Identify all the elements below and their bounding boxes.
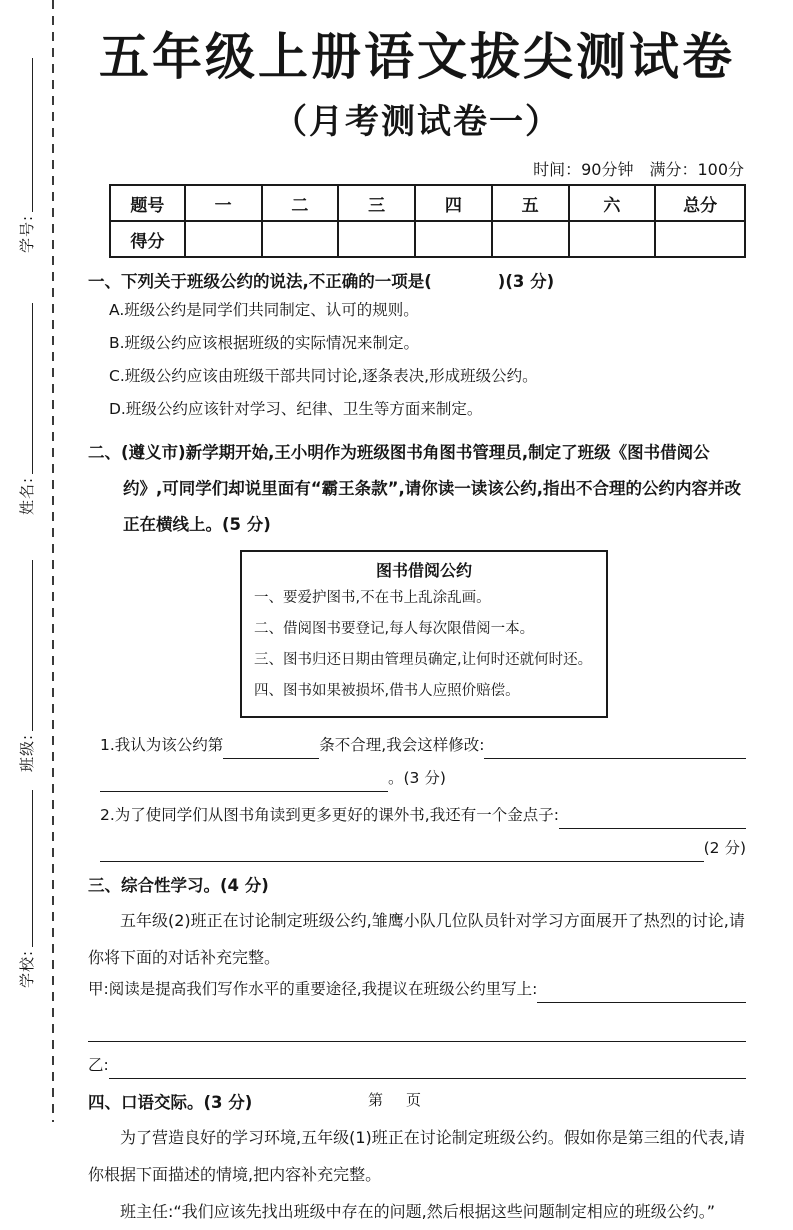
sub2-blank-answer[interactable] xyxy=(559,808,746,829)
paper-content xyxy=(88,26,746,1230)
page-number-footer: 第 页 xyxy=(367,1091,425,1109)
question-2-sub1-line1 xyxy=(100,732,746,759)
margin-field-class xyxy=(15,560,37,772)
question-4-paragraph: 为了营造良好的学习环境,五年级(1)班正在讨论制定班级公约。假如你是第三组的代表,请你根据下面描述的情境,把内容补充完整。 xyxy=(88,1128,745,1184)
question-3-paragraph: 五年级(2)班正在讨论制定班级公约,雏鹰小队几位队员针对学习方面展开了热烈的讨论,请你将下面的对话补充完整。 xyxy=(88,911,745,967)
pact-title: 图书借阅公约 xyxy=(375,561,472,580)
score-cell[interactable] xyxy=(492,221,569,257)
score-header-cell: 二 xyxy=(262,185,339,221)
question-1-option-c: C.班级公约应该由班级干部共同讨论,逐条表决,形成班级公约。 xyxy=(109,367,538,385)
question-3-jia-line xyxy=(88,976,746,1003)
page-title: 五年级上册语文拔尖测试卷 xyxy=(99,28,735,86)
page-subtitle: （月考测试卷一） xyxy=(273,102,561,142)
question-2-sub2-line2 xyxy=(100,835,746,862)
sub1-blank-number[interactable] xyxy=(223,738,319,759)
score-cell[interactable] xyxy=(185,221,262,257)
school-label: 学校: xyxy=(18,949,36,988)
jia-blank-continuation[interactable] xyxy=(88,1011,746,1042)
question-1-option-d: D.班级公约应该针对学习、纪律、卫生等方面来制定。 xyxy=(109,400,483,418)
name-blank-line[interactable] xyxy=(32,303,33,474)
score-cell[interactable] xyxy=(415,221,492,257)
jia-text: 甲:阅读是提高我们写作水平的重要途径,我提议在班级公约里写上: xyxy=(88,980,538,998)
score-header-cell: 四 xyxy=(415,185,492,221)
question-2-sub1-line2 xyxy=(100,765,746,792)
question-4-teacher-line: 班主任:“我们应该先找出班级中存在的问题,然后根据这些问题制定相应的班级公约。” xyxy=(120,1202,716,1221)
jia-blank[interactable] xyxy=(537,982,746,1003)
pact-rule-4: 四、图书如果被损坏,借书人应照价赔偿。 xyxy=(254,683,520,699)
class-blank-line[interactable] xyxy=(32,560,33,731)
pact-rule-3: 三、图书归还日期由管理员确定,让何时还就何时还。 xyxy=(254,652,593,668)
question-2-sub2-line1 xyxy=(100,802,746,829)
margin-field-name xyxy=(15,303,37,515)
question-4-title: 四、口语交际。(3 分) xyxy=(88,1093,253,1112)
sub2-text-2: (2 分) xyxy=(703,839,746,857)
sub1-blank-answer-cont[interactable] xyxy=(100,771,388,792)
score-cell[interactable] xyxy=(655,221,745,257)
student-id-label: 学号: xyxy=(18,214,36,253)
yi-blank[interactable] xyxy=(109,1058,746,1079)
sub1-text-3: 。(3 分) xyxy=(388,769,446,787)
name-label: 姓名: xyxy=(18,476,36,515)
sub1-text-1: 1.我认为该公约第 xyxy=(100,736,224,754)
score-cell[interactable] xyxy=(338,221,415,257)
question-3-title: 三、综合性学习。(4 分) xyxy=(88,876,269,895)
score-header-cell: 三 xyxy=(338,185,415,221)
pact-rule-1: 一、要爱护图书,不在书上乱涂乱画。 xyxy=(254,590,491,606)
score-table xyxy=(109,184,746,258)
binding-dashed-line xyxy=(52,0,54,1122)
pact-rule-2: 二、借阅图书要登记,每人每次限借阅一本。 xyxy=(254,621,535,637)
score-table-score-row xyxy=(110,221,745,257)
school-blank-line[interactable] xyxy=(32,790,33,947)
question-3-yi-line xyxy=(88,1052,746,1079)
score-table-header-row xyxy=(110,185,745,221)
margin-field-school xyxy=(15,790,37,988)
sub1-blank-answer[interactable] xyxy=(484,738,746,759)
score-header-cell: 总分 xyxy=(655,185,745,221)
class-label: 班级: xyxy=(18,733,36,772)
score-header-cell: 一 xyxy=(185,185,262,221)
question-1-option-a: A.班级公约是同学们共同制定、认可的规则。 xyxy=(109,301,419,319)
score-row-label: 得分 xyxy=(110,221,185,257)
score-header-cell: 题号 xyxy=(110,185,185,221)
sub2-text-1: 2.为了使同学们从图书角读到更多更好的课外书,我还有一个金点子: xyxy=(100,806,559,824)
question-1-title: 一、下列关于班级公约的说法,不正确的一项是( )(3 分) xyxy=(88,272,555,291)
margin-field-student-id xyxy=(15,58,37,253)
question-1-option-b: B.班级公约应该根据班级的实际情况来制定。 xyxy=(109,334,420,352)
library-pact-box xyxy=(240,550,608,718)
sub1-text-2: 条不合理,我会这样修改: xyxy=(319,736,485,754)
score-header-cell: 五 xyxy=(492,185,569,221)
question-2-intro: 二、(遵义市)新学期开始,王小明作为班级图书角图书管理员,制定了班级《图书借阅公约》,可同学们却说里面有“霸王条款”,请你读一读该公约,指出不合理的公约内容并改正在横线上。(5 分) xyxy=(88,443,741,534)
yi-text: 乙: xyxy=(88,1056,109,1074)
time-score-meta: 时间：90分钟 满分：100分 xyxy=(533,160,744,179)
sub2-blank-answer-cont[interactable] xyxy=(100,841,704,862)
student-id-blank-line[interactable] xyxy=(32,58,33,212)
score-cell[interactable] xyxy=(262,221,339,257)
score-header-cell: 六 xyxy=(569,185,656,221)
score-cell[interactable] xyxy=(569,221,656,257)
